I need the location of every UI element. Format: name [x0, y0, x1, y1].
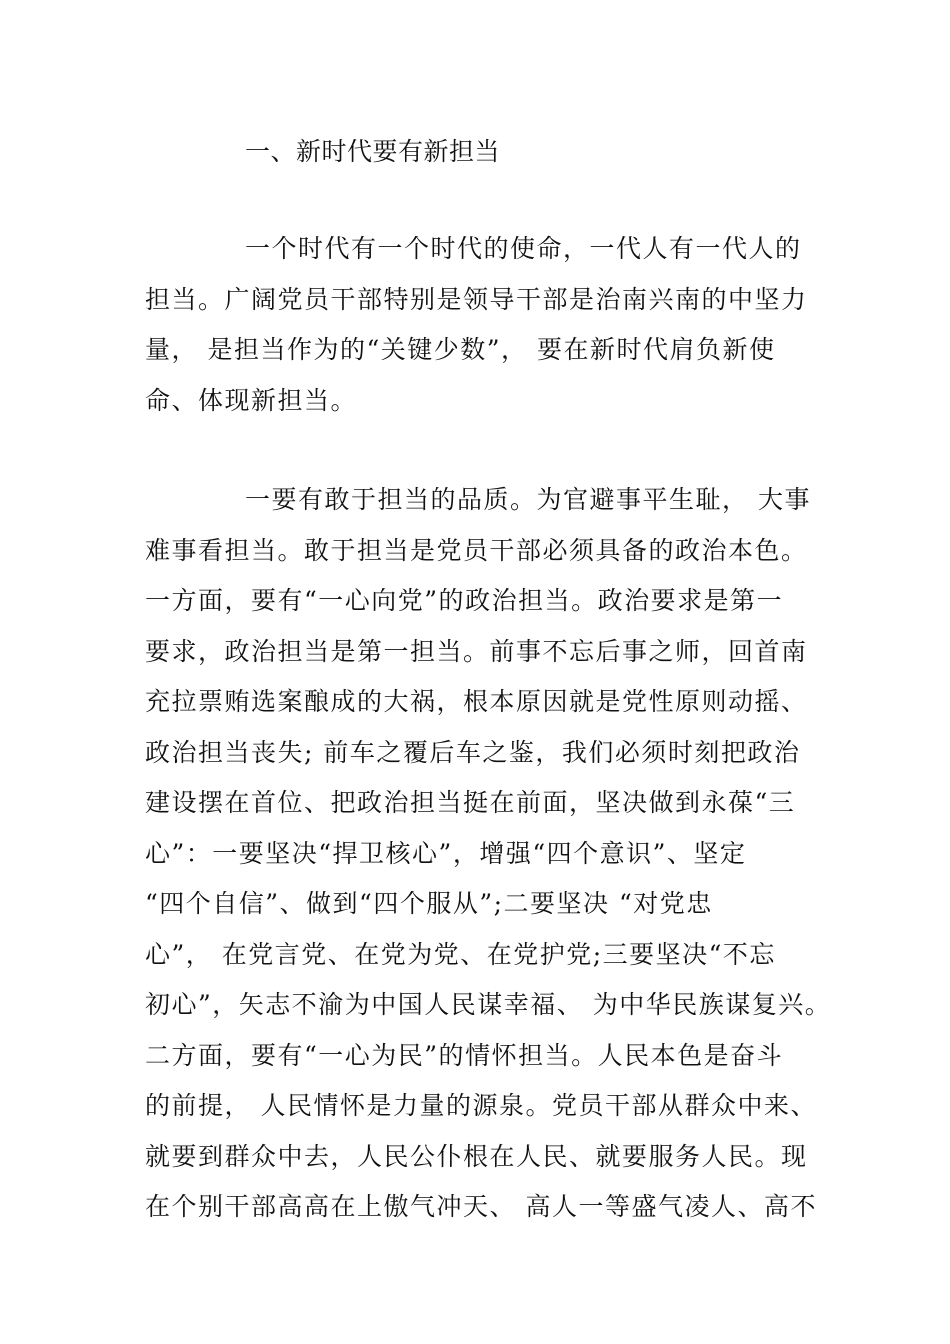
paragraph-line: 在个别干部高高在上傲气冲天、 高人一等盛气凌人、高不	[145, 1192, 817, 1221]
paragraph-line: 难事看担当。敢于担当是党员干部必须具备的政治本色。	[145, 535, 808, 565]
paragraph-line: 心”：一要坚决“捍卫核心”，增强“四个意识”、坚定	[145, 838, 747, 868]
paragraph-line: 一要有敢于担当的品质。为官避事平生耻， 大事	[245, 485, 811, 514]
paragraph-line: 一个时代有一个时代的使命，一代人有一代人的	[245, 234, 802, 263]
paragraph-line: 二方面，要有“一心为民”的情怀担当。人民本色是奋斗	[145, 1040, 784, 1070]
paragraph-line: 命、体现新担当。	[145, 385, 358, 415]
section-heading: 一、新时代要有新担当	[245, 137, 501, 166]
paragraph-1	[145, 224, 845, 426]
paragraph-line: 要求，政治担当是第一担当。前事不忘后事之师，回首南	[145, 636, 808, 666]
paragraph-line: 一方面，要有“一心向党”的政治担当。政治要求是第一	[145, 586, 784, 615]
paragraph-line: 担当。广阔党员干部特别是领导干部是治南兴南的中坚力	[145, 284, 808, 314]
paragraph-2	[145, 475, 845, 1233]
paragraph-line: 量， 是担当作为的“关键少数”， 要在新时代肩负新使	[145, 335, 776, 364]
paragraph-line: 初心”，矢志不渝为中国人民谋幸福、 为中华民族谋复兴。	[145, 990, 832, 1019]
paragraph-line: 充拉票贿选案酿成的大祸，根本原因就是党性原则动摇、	[145, 687, 808, 716]
paragraph-line: 心”， 在党言党、在党为党、在党护党;三要坚决“不忘	[145, 939, 776, 969]
paragraph-line: 政治担当丧失; 前车之覆后车之鉴，我们必须时刻把政治	[145, 737, 801, 767]
paragraph-line: 建设摆在首位、把政治担当挺在前面，坚决做到永葆“三	[145, 788, 796, 817]
paragraph-line: “四个自信”、做到“四个服从”;二要坚决 “对党忠	[145, 889, 713, 918]
paragraph-line: 就要到群众中去，人民公仆根在人民、就要服务人民。现	[145, 1141, 808, 1171]
paragraph-line: 的前提， 人民情怀是力量的源泉。党员干部从群众中来、	[145, 1091, 817, 1120]
